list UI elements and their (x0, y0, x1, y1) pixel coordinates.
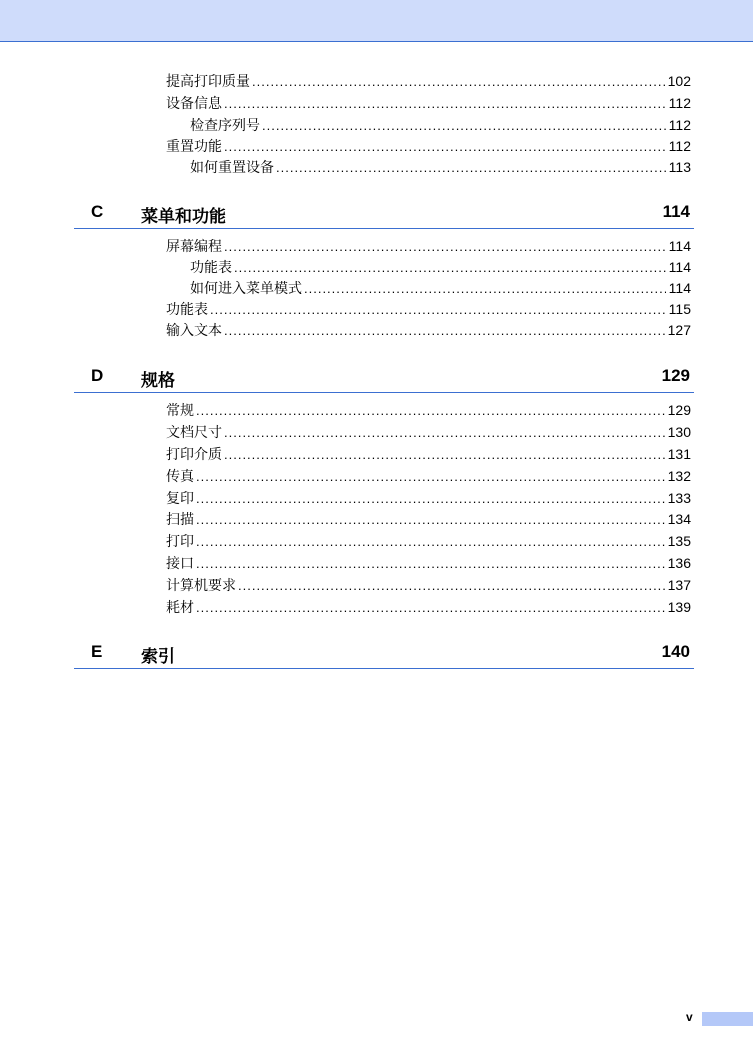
toc-entry[interactable] (166, 136, 691, 156)
toc-entry-page: 112 (668, 95, 691, 111)
toc-entry-page: 114 (668, 259, 691, 275)
toc-entry[interactable] (166, 320, 691, 340)
toc-entry-page: 134 (667, 511, 691, 527)
leader-dots (224, 445, 665, 465)
toc-entry-label: 打印介质 (166, 446, 222, 462)
toc-entry-page: 127 (667, 322, 691, 338)
toc-entry[interactable] (166, 299, 691, 319)
toc-entry-label: 打印 (166, 533, 194, 549)
toc-entry-page: 114 (668, 238, 691, 254)
toc-entry-page: 135 (667, 533, 691, 549)
toc-entry-label: 耗材 (166, 599, 194, 615)
toc-entry-page: 129 (667, 402, 691, 418)
toc-entry-page: 139 (667, 599, 691, 615)
header-band (0, 0, 753, 42)
toc-entry[interactable] (166, 597, 691, 617)
page-number: v (686, 1010, 693, 1024)
toc-entry[interactable] (166, 444, 691, 464)
leader-dots (196, 401, 665, 421)
leader-dots (196, 510, 665, 530)
toc-entry-label: 扫描 (166, 511, 194, 527)
leader-dots (304, 279, 666, 299)
leader-dots (196, 489, 665, 509)
toc-entry[interactable] (166, 466, 691, 486)
toc-entry-page: 112 (668, 138, 691, 154)
chapter-heading-c[interactable] (74, 200, 694, 229)
toc-entry-page: 112 (668, 117, 691, 133)
toc-entry-page: 102 (667, 73, 691, 89)
toc-entry-label: 输入文本 (166, 322, 222, 338)
toc-entry[interactable] (166, 93, 691, 113)
chapter-heading-e[interactable] (74, 640, 694, 669)
leader-dots (234, 258, 666, 278)
toc-entry-page: 137 (667, 577, 691, 593)
toc-entry[interactable] (166, 531, 691, 551)
leader-dots (262, 116, 666, 136)
toc-entry-page: 114 (668, 280, 691, 296)
leader-dots (196, 598, 665, 618)
leader-dots (252, 72, 665, 92)
toc-entry-page: 132 (667, 468, 691, 484)
toc-entry-label: 常规 (166, 402, 194, 418)
toc-entry-label: 如何进入菜单模式 (190, 280, 302, 296)
toc-entry-label: 重置功能 (166, 138, 222, 154)
chapter-title: 菜单和功能 (141, 207, 226, 226)
toc-entry-label: 检查序列号 (190, 117, 260, 133)
chapter-title: 规格 (141, 371, 175, 390)
toc-entry-label: 接口 (166, 555, 194, 571)
leader-dots (276, 158, 666, 178)
toc-entry[interactable] (166, 553, 691, 573)
chapter-heading-d[interactable] (74, 364, 694, 393)
toc-entry-label: 复印 (166, 490, 194, 506)
leader-dots (224, 237, 666, 257)
chapter-letter: E (91, 642, 103, 661)
leader-dots (196, 554, 665, 574)
toc-entry-page: 131 (667, 446, 691, 462)
toc-entry-label: 计算机要求 (166, 577, 236, 593)
toc-entry[interactable] (190, 257, 691, 277)
toc-entry[interactable] (190, 157, 691, 177)
leader-dots (224, 137, 666, 157)
toc-entry-page: 130 (667, 424, 691, 440)
toc-entry-label: 如何重置设备 (190, 159, 274, 175)
toc-entry-page: 115 (668, 301, 691, 317)
leader-dots (196, 467, 665, 487)
chapter-letter: D (91, 366, 104, 385)
leader-dots (224, 94, 666, 114)
toc-entry[interactable] (166, 488, 691, 508)
toc-entry[interactable] (166, 509, 691, 529)
toc-entry[interactable] (166, 236, 691, 256)
footer-tab (702, 1012, 753, 1026)
leader-dots (210, 300, 666, 320)
toc-entry-label: 传真 (166, 468, 194, 484)
toc-entry[interactable] (166, 575, 691, 595)
toc-entry-label: 功能表 (190, 259, 232, 275)
toc-entry[interactable] (166, 422, 691, 442)
toc-entry-label: 文档尺寸 (166, 424, 222, 440)
toc-entry-label: 屏幕编程 (166, 238, 222, 254)
leader-dots (224, 423, 665, 443)
toc-entry-label: 功能表 (166, 301, 208, 317)
chapter-page: 129 (661, 366, 690, 385)
leader-dots (196, 532, 665, 552)
chapter-page: 140 (661, 642, 690, 661)
leader-dots (238, 576, 665, 596)
toc-entry-page: 133 (667, 490, 691, 506)
chapter-title: 索引 (141, 647, 175, 666)
toc-entry-page: 113 (668, 159, 691, 175)
toc-entry-page: 136 (667, 555, 691, 571)
chapter-letter: C (91, 202, 104, 221)
toc-entry-label: 提高打印质量 (166, 73, 250, 89)
toc-entry[interactable] (190, 278, 691, 298)
toc-entry[interactable] (190, 115, 691, 135)
chapter-page: 114 (662, 202, 690, 221)
toc-entry[interactable] (166, 400, 691, 420)
leader-dots (224, 321, 665, 341)
toc-entry-label: 设备信息 (166, 95, 222, 111)
toc-entry[interactable] (166, 71, 691, 91)
